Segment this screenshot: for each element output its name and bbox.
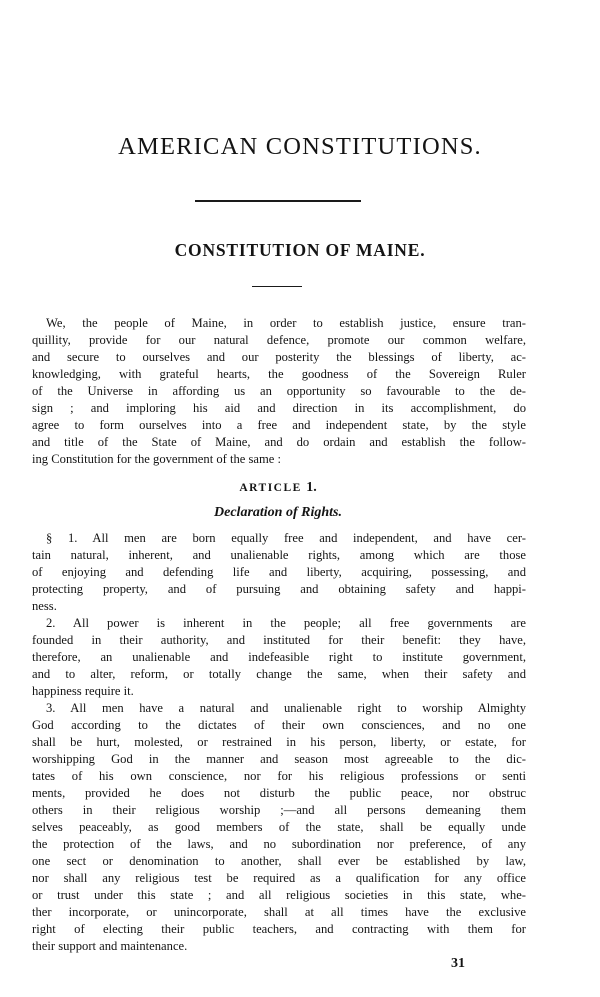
text-line: quillity, provide for our natural defence, promote our common welfare, — [32, 333, 526, 347]
text-line: We, the people of Maine, in order to establish justice, ensure tran- — [46, 316, 526, 330]
text-line: ther incorporate, or unincorporate, shall at all times have the exclusive — [32, 905, 526, 919]
article-label: ARTICLE — [239, 482, 302, 494]
constitution-title: CONSTITUTION OF MAINE. — [174, 240, 426, 260]
text-line: knowledging, with grateful hearts, the goodness of the Sovereign Ruler — [32, 367, 526, 381]
text-line: 3. All men have a natural and unalienable right to worship Almighty — [46, 701, 526, 715]
text-line: agree to form ourselves into a free and independent state, by the style — [32, 418, 526, 432]
text-line: 2. All power is inherent in the people; all free governments are — [46, 616, 526, 630]
article-heading — [0, 480, 556, 496]
text-line: ing Constitution for the government of the same : — [32, 452, 282, 466]
page-number: 31 — [451, 956, 465, 971]
text-line: and to alter, reform, or totally change the same, when their safety and — [32, 667, 526, 681]
text-line: of enjoying and defending life and liberty, acquiring, possessing, and — [32, 565, 526, 579]
text-line: tain natural, inherent, and unalienable rights, among which are those — [32, 548, 526, 562]
text-line: of the Universe in affording us an opportunity so favourable to the de- — [32, 384, 526, 398]
text-line: ments, provided he does not disturb the public peace, nor obstruc — [32, 786, 526, 800]
text-line: nor shall any religious test be required as a qualification for any office — [32, 871, 526, 885]
text-line: their support and maintenance. — [32, 939, 188, 953]
text-line: or trust under this state ; and all religious societies in this state, whe- — [32, 888, 526, 902]
text-line: shall be hurt, molested, or restrained in his person, liberty, or estate, for — [32, 735, 526, 749]
text-line: tates of his own conscience, nor for his religious professions or senti — [32, 769, 526, 783]
text-line: ness. — [32, 599, 57, 613]
text-line: right of electing their public teachers, and contracting with them for — [32, 922, 526, 936]
text-line: one sect or denomination to another, shall ever be established by law, — [32, 854, 526, 868]
text-line: the protection of the laws, and no subordination nor preference, of any — [32, 837, 526, 851]
text-line: therefore, an unalienable and indefeasible right to institute government, — [32, 650, 526, 664]
text-line: § 1. All men are born equally free and independent, and have cer- — [46, 531, 526, 545]
text-line: worshipping God in the manner and season most agreeable to the dic- — [32, 752, 526, 766]
text-line: selves peaceably, as good members of the state, shall be equally unde — [32, 820, 526, 834]
title-divider — [195, 200, 361, 202]
text-line: founded in their authority, and instituted for their benefit: they have, — [32, 633, 526, 647]
text-line: happiness require it. — [32, 684, 134, 698]
subtitle-divider — [252, 286, 302, 287]
article-number: 1. — [306, 480, 317, 495]
text-line: and title of the State of Maine, and do ordain and establish the follow- — [32, 435, 526, 449]
text-line: protecting property, and of pursuing and obtaining safety and happi- — [32, 582, 526, 596]
text-line: others in their religious worship ;—and all persons demeaning them — [32, 803, 526, 817]
article-title: Declaration of Rights. — [214, 505, 342, 520]
preamble — [32, 315, 526, 468]
page-title: AMERICAN CONSTITUTIONS. — [118, 133, 482, 160]
text-line: God according to the dictates of their own consciences, and no one — [32, 718, 526, 732]
article-sections — [32, 530, 526, 955]
text-line: and secure to ourselves and our posterity the blessings of liberty, ac- — [32, 350, 526, 364]
text-line: sign ; and imploring his aid and direction in its accomplishment, do — [32, 401, 526, 415]
